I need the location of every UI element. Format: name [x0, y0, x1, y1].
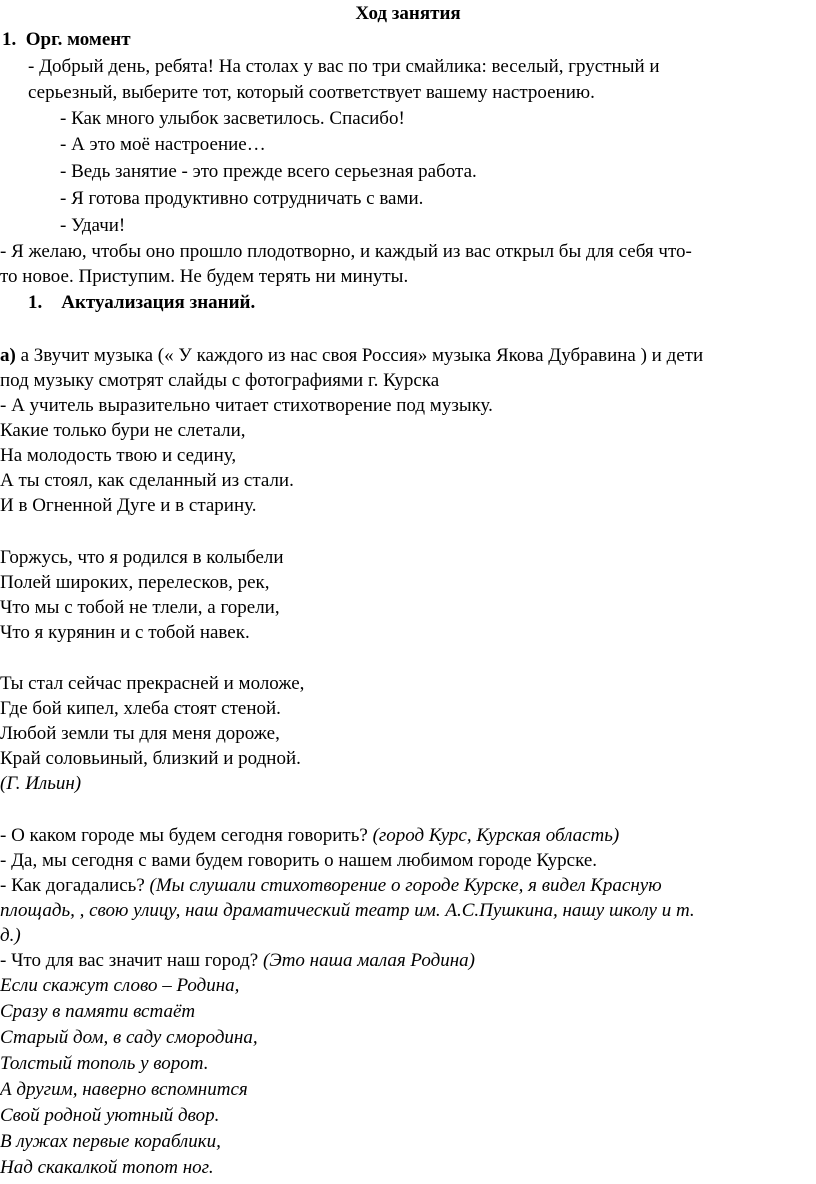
poem2-line: В лужах первые кораблики,: [0, 1131, 221, 1152]
greeting-line: - Я готова продуктивно сотрудничать с вами.: [60, 188, 424, 209]
section-number: 1.: [2, 29, 17, 50]
poem2-line: А другим, наверно вспомнится: [0, 1079, 248, 1100]
paragraph-line: под музыку смотрят слайды с фотографиями г. Курска: [0, 370, 440, 391]
poem-line: Любой земли ты для меня дороже,: [0, 723, 280, 744]
question-text: - Что для вас значит наш город?: [0, 950, 263, 971]
poem2-line: Сразу в памяти встаёт: [0, 1001, 196, 1022]
poem-line: Что мы с тобой не тлели, а горели,: [0, 597, 280, 618]
dialog-line: - Да, мы сегодня с вами будем говорить о нашем любимом городе Курске.: [0, 850, 598, 871]
part-marker: а): [0, 345, 16, 366]
part-a-text: а Звучит музыка (« У каждого из нас своя Россия» музыка Якова Дубравина ) и дети: [15, 345, 704, 366]
poem-author: (Г. Ильин): [0, 773, 82, 794]
poem2-line: Старый дом, в саду смородина,: [0, 1027, 258, 1048]
poem-line: Какие только бури не слетали,: [0, 420, 246, 441]
paragraph-line: серьезный, выберите тот, который соответствует вашему настроению.: [28, 82, 595, 103]
section-title: Актуализация знаний.: [61, 292, 256, 313]
greeting-line: - Как много улыбок засветилось. Спасибо!: [60, 108, 405, 129]
dialog-line: [0, 874, 662, 898]
greeting-line: - А это моё настроение…: [60, 134, 266, 155]
section-heading-knowledge: [28, 291, 255, 315]
paragraph-line: - Добрый день, ребята! На столах у вас по три смайлика: веселый, грустный и: [28, 56, 660, 77]
question-text: - О каком городе мы будем сегодня говорить?: [0, 825, 373, 846]
section-heading-org: [2, 28, 131, 52]
answer-text: (Это наша малая Родина): [262, 950, 475, 971]
poem-line: Что я курянин и с тобой навек.: [0, 622, 250, 643]
question-text: - Как догадались?: [0, 875, 150, 896]
paragraph-line: - Я желаю, чтобы оно прошло плодотворно, и каждый из вас открыл бы для себя что-: [0, 241, 692, 262]
answer-line: площадь, , свою улицу, наш драматический театр им. А.С.Пушкина, нашу школу и т.: [0, 900, 695, 921]
page-title: Ход занятия: [355, 3, 461, 24]
poem-line: На молодость твою и седину,: [0, 445, 237, 466]
poem-line: Полей широких, перелесков, рек,: [0, 572, 270, 593]
answer-text: (Мы слушали стихотворение о городе Курске, я видел Красную: [149, 875, 662, 896]
section-number: 1.: [28, 292, 43, 313]
poem2-line: Свой родной уютный двор.: [0, 1105, 220, 1126]
paragraph-line: то новое. Приступим. Не будем терять ни минуты.: [0, 266, 409, 287]
poem-line: Где бой кипел, хлеба стоят стеной.: [0, 698, 281, 719]
dialog-line: [0, 824, 619, 848]
poem-line: Горжусь, что я родился в колыбели: [0, 547, 284, 568]
poem2-line: Если скажут слово – Родина,: [0, 975, 240, 996]
greeting-line: - Удачи!: [60, 215, 126, 236]
greeting-line: - Ведь занятие - это прежде всего серьезная работа.: [60, 161, 477, 182]
part-a-line: [0, 344, 703, 368]
answer-text: (город Курс, Курская область): [372, 825, 620, 846]
poem2-line: Толстый тополь у ворот.: [0, 1053, 209, 1074]
poem-line: И в Огненной Дуге и в старину.: [0, 495, 257, 516]
paragraph-line: - А учитель выразительно читает стихотворение под музыку.: [0, 395, 493, 416]
poem-line: Край соловьиный, близкий и родной.: [0, 748, 301, 769]
poem-line: А ты стоял, как сделанный из стали.: [0, 470, 294, 491]
poem-line: Ты стал сейчас прекрасней и моложе,: [0, 673, 305, 694]
dialog-line: [0, 949, 475, 973]
section-title: Орг. момент: [25, 29, 131, 50]
answer-line: д.): [0, 925, 21, 946]
poem2-line: Над скакалкой топот ног.: [0, 1157, 214, 1178]
